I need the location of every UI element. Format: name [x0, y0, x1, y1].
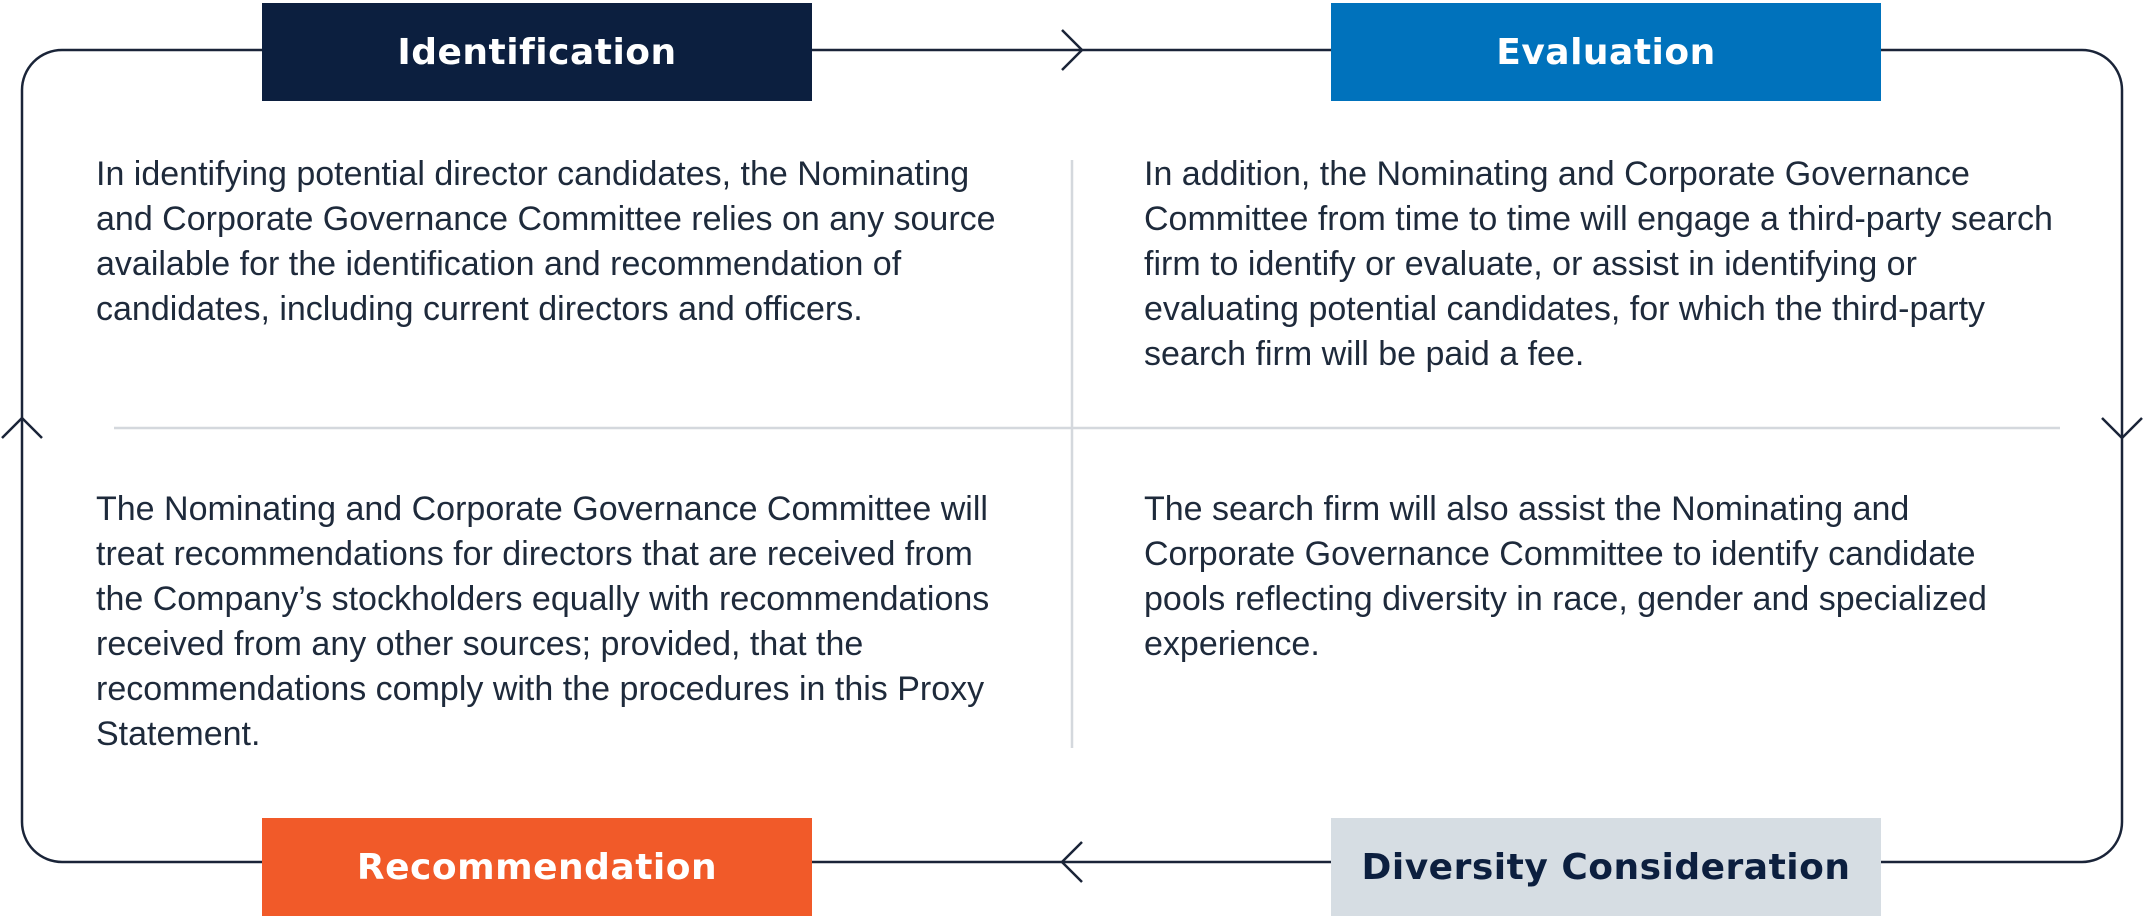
- recommendation-label: Recommendation: [356, 846, 718, 888]
- diversity-consideration-stage: [1331, 818, 1881, 916]
- evaluation-description: In addition, the Nominating and Corporate Governance Committee from time to time will engage a third-party search firm to identify or evaluate, or assist in identifying or evaluating potential candidates, for which the third-party search firm will be paid a fee.: [1144, 155, 2053, 373]
- recommendation-stage: [262, 818, 812, 916]
- identification-stage: [262, 3, 812, 101]
- diversity-consideration-label: Diversity Consideration: [1361, 846, 1851, 888]
- identification-description: In identifying potential director candidates, the Nominating and Corporate Governance Committee relies on any source available for the identification and recommendation of candidates, including current directors and officers.: [96, 155, 996, 328]
- identification-label: Identification: [397, 31, 677, 73]
- evaluation-stage: [1331, 3, 1881, 101]
- recommendation-description: The Nominating and Corporate Governance Committee will treat recommendations for directors that are received from the Company’s stockholders equally with recommendations received from any other sources; provided, that the recommendations comply with the procedures in this Proxy Statement.: [96, 490, 990, 753]
- diversity-description: The search firm will also assist the Nominating and Corporate Governance Committee to identify candidate pools reflecting diversity in race, gender and specialized experience.: [1144, 490, 1987, 663]
- evaluation-label: Evaluation: [1496, 31, 1716, 73]
